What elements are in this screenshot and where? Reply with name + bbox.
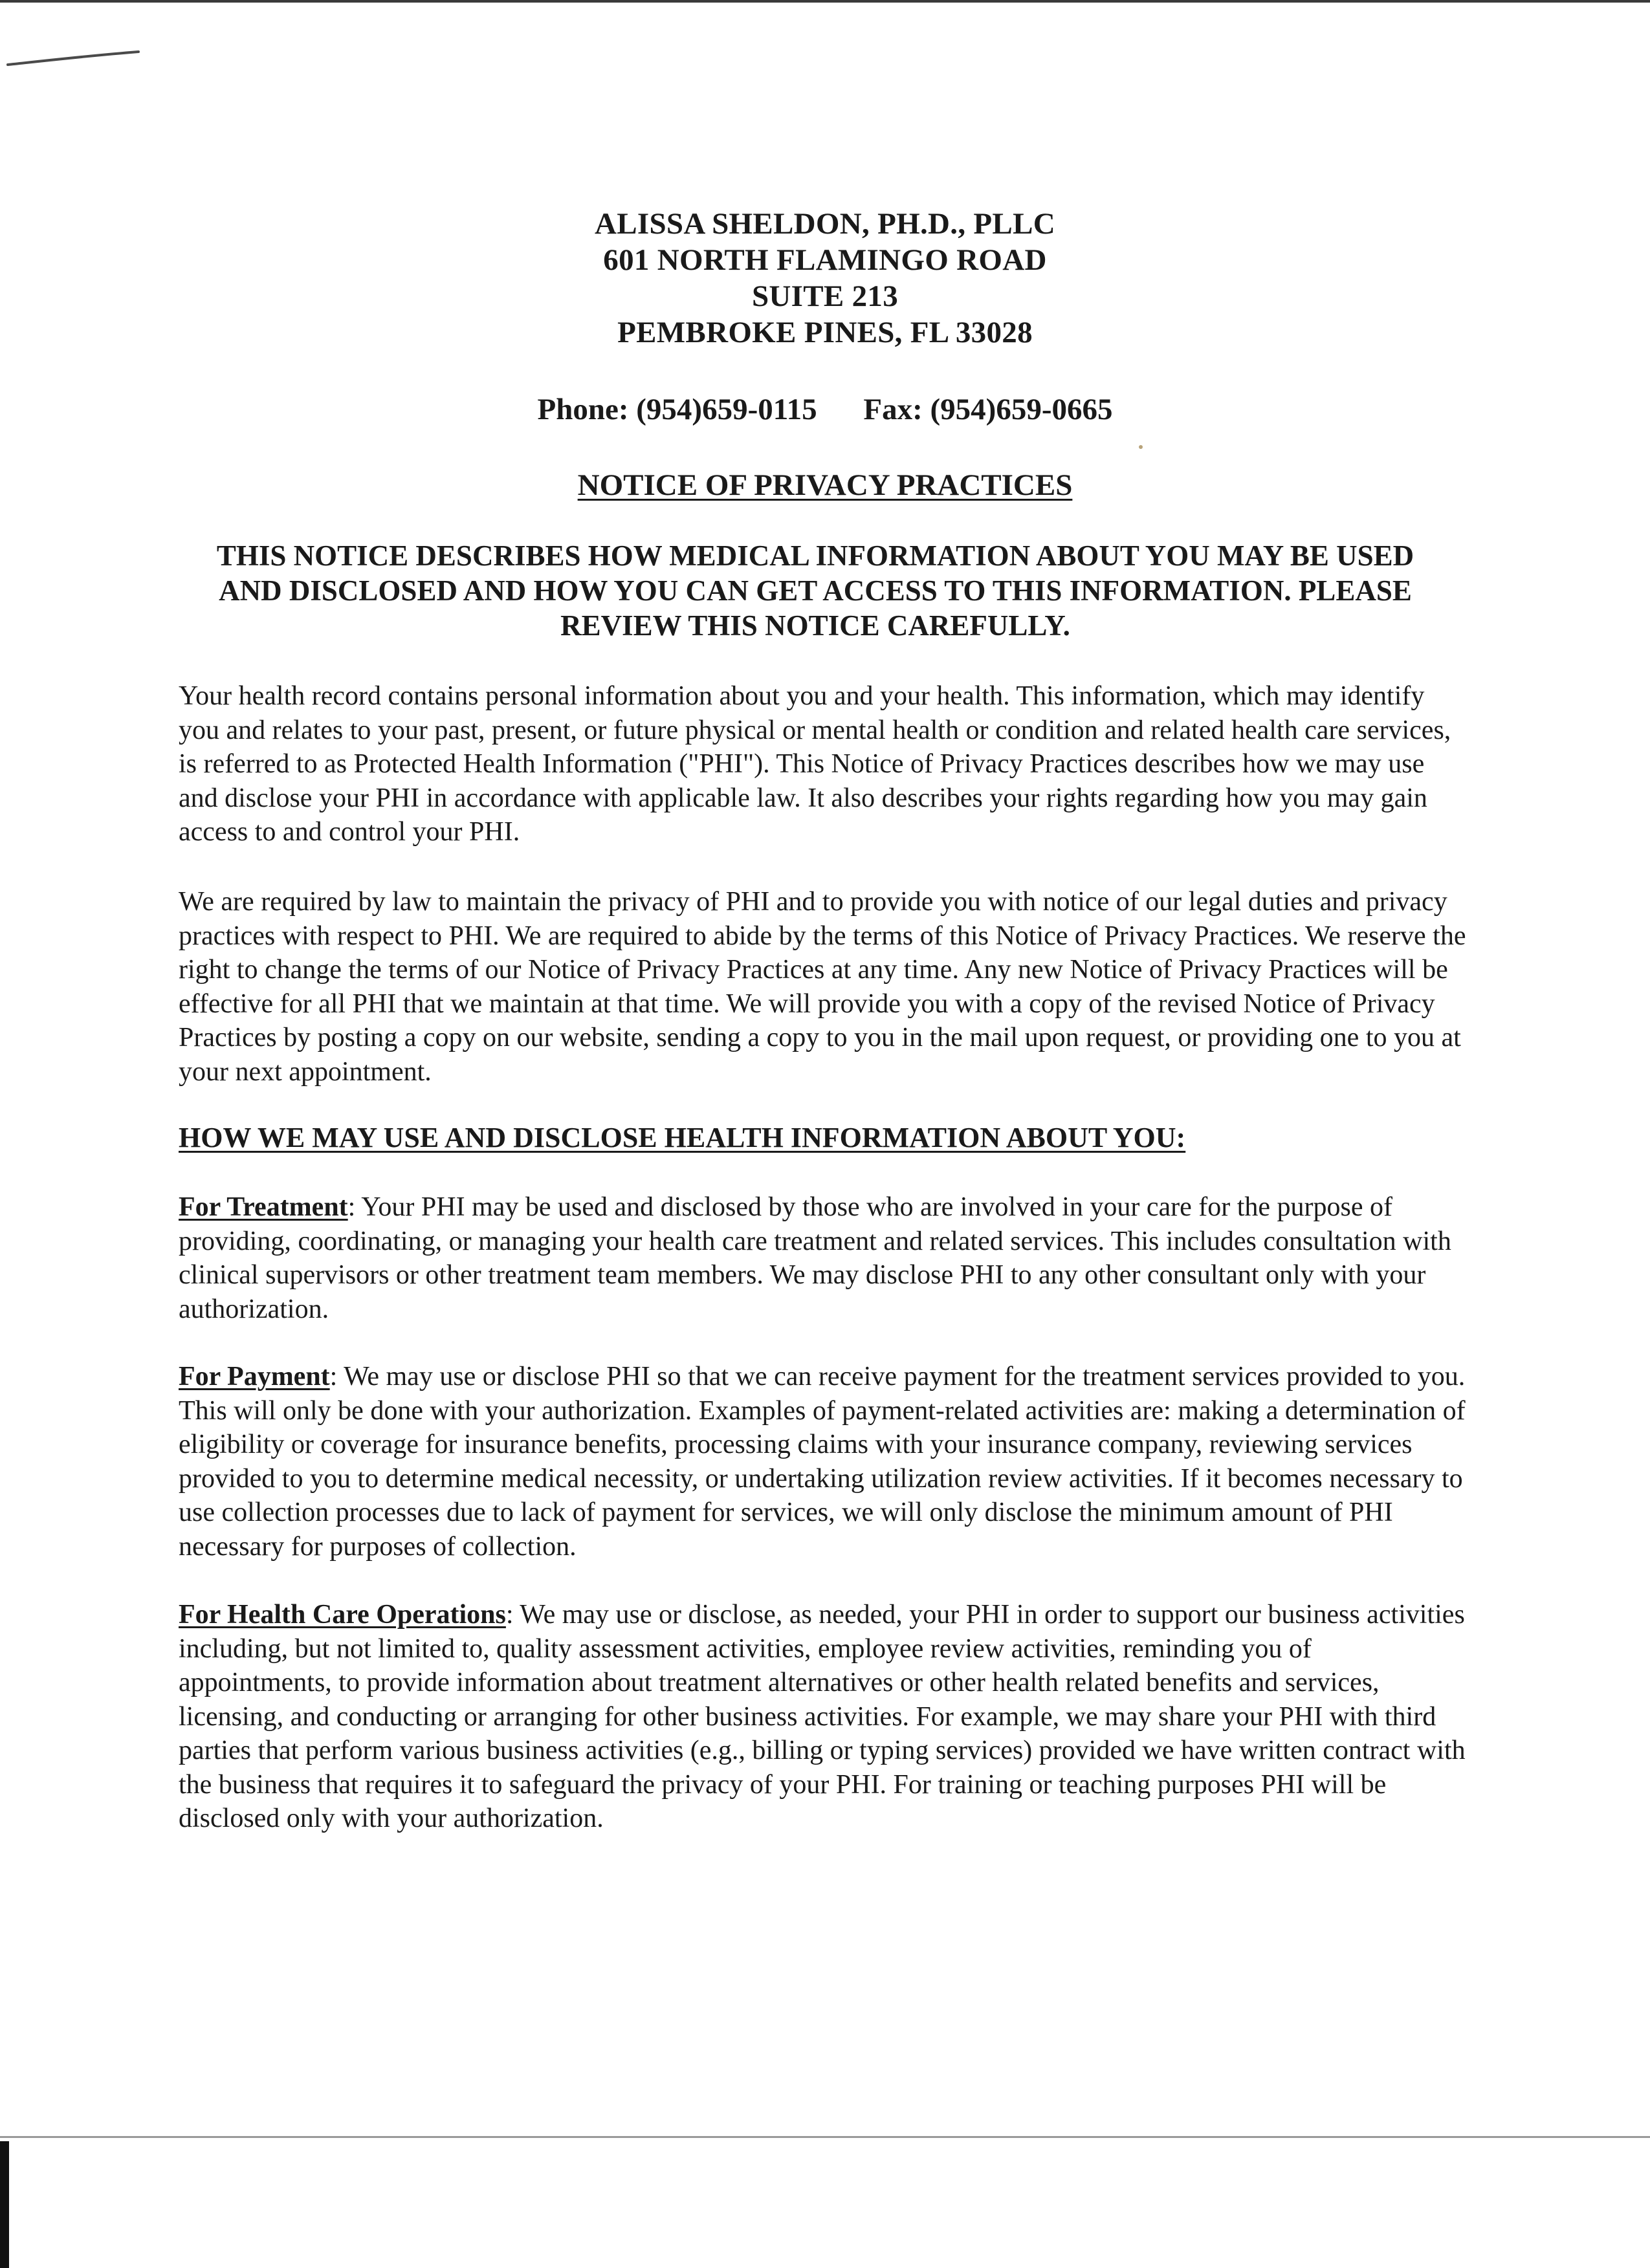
practice-suite: SUITE 213 <box>751 279 899 313</box>
treatment-heading: For Treatment <box>179 1192 348 1222</box>
scan-bottom-edge <box>0 2136 1650 2138</box>
phone-label: Phone: <box>537 393 629 426</box>
treatment-paragraph <box>179 1190 1466 1326</box>
payment-paragraph <box>179 1360 1466 1564</box>
treatment-text: : Your PHI may be used and disclosed by those who are involved in your care for the purpose of providing, coordinating, or managing your health care treatment and related services. This includes consultation with clinical supervisors or other treatment team members. We may disclose PHI to any other consultant only with your authorization. <box>179 1192 1451 1324</box>
legal-duties-paragraph: We are required by law to maintain the privacy of PHI and to provide you with notice of our legal duties and privacy practices with respect to PHI. We are required to abide by the terms of this Notice of Privacy Practices. We reserve the right to change the terms of our Notice of Privacy Practices at any time. Any new Notice of Privacy Practices will be effective for all PHI that we maintain at that time. We will provide you with a copy of the revised Notice of Privacy Practices by posting a copy on our website, sending a copy to you in the mail upon request, or providing one to you at your next appointment. <box>179 887 1466 1087</box>
notice-subtitle: THIS NOTICE DESCRIBES HOW MEDICAL INFORMATION ABOUT YOU MAY BE USED AND DISCLOSED AND HOW YOU CAN GET ACCESS TO THIS INFORMATION. PLEASE REVIEW THIS NOTICE CAREFULLY. <box>216 540 1414 642</box>
scan-top-edge <box>0 0 1650 3</box>
scan-left-shadow <box>0 2141 9 2268</box>
intro-paragraph: Your health record contains personal information about you and your health. This information, which may identify you and relates to your past, present, or future physical or mental health or condition and related health care services, is referred to as Protected Health Information ("PHI"). This Notice of Privacy Practices describes how we may use and disclose your PHI in accordance with applicable law. It also describes your rights regarding how you may gain access to and control your PHI. <box>179 681 1451 847</box>
section-heading: HOW WE MAY USE AND DISCLOSE HEALTH INFORMATION ABOUT YOU: <box>179 1122 1186 1153</box>
practice-street: 601 NORTH FLAMINGO ROAD <box>603 243 1047 277</box>
practice-city: PEMBROKE PINES, FL 33028 <box>617 316 1033 349</box>
notice-title <box>0 467 1650 503</box>
practice-name: ALISSA SHELDON, PH.D., PLLC <box>595 207 1055 241</box>
payment-heading: For Payment <box>179 1362 330 1391</box>
pen-stroke-mark <box>5 39 141 78</box>
fax-label: Fax: <box>863 393 923 426</box>
notice-title-text: NOTICE OF PRIVACY PRACTICES <box>577 468 1073 502</box>
practice-header <box>0 206 1650 351</box>
phone-number: (954)659-0115 <box>636 393 817 426</box>
scan-speck <box>1139 445 1143 449</box>
operations-paragraph <box>179 1598 1466 1836</box>
payment-text: : We may use or disclose PHI so that we can receive payment for the treatment services provided to you. This will only be done with your authorization. Examples of payment-related activities are: making a determination of eligibility or coverage for insurance benefits, processing claims with your insurance company, reviewing services provided to you to determine medical necessity, or undertaking utilization review activities. If it becomes necessary to use collection processes due to lack of payment for services, we will only disclose the minimum amount of PHI necessary for purposes of collection. <box>179 1362 1466 1562</box>
fax-number: (954)659-0665 <box>930 393 1113 426</box>
operations-text: : We may use or disclose, as needed, your PHI in order to support our business activities including, but not limited to, quality assessment activities, employee review activities, reminding you of appointments, to provide information about treatment alternatives or other health related benefits and services, licensing, and conducting or arranging for other business activities. For example, we may share your PHI with third parties that perform various business activities (e.g., billing or typing services) provided we have written contract with the business that requires it to safeguard the privacy of your PHI. For training or teaching purposes PHI will be disclosed only with your authorization. <box>179 1600 1466 1833</box>
contact-line <box>0 391 1650 428</box>
operations-heading: For Health Care Operations <box>179 1600 506 1630</box>
